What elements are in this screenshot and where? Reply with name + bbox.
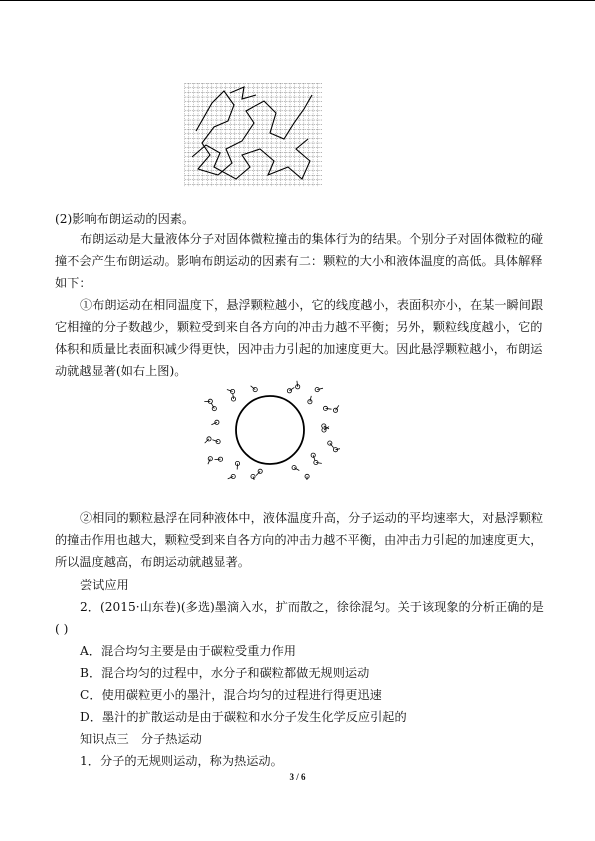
point1-line1: ①布朗运动在相同温度下，悬浮颗粒越小，它的线度越小，表面积亦小，在某一瞬间跟 [80,298,544,312]
point1-line3: 体积和质量比表面积减少得更快，因冲击力引起的加速度更大。因此悬浮颗粒越小，布朗运 [55,342,543,356]
heading-factors: (2)影响布朗运动的因素。 [55,212,195,226]
molecule-mark [322,424,326,428]
point2-line3: 所以温度越高，布朗运动就越显著。 [55,555,250,569]
molecule-mark [216,440,220,444]
question-line2: ( ) [55,622,69,636]
point2-line2: 的撞击作用也越大，颗粒受到来自各方向的冲击力越不平衡，由冲击力引起的加速度更大， [55,533,543,547]
page-number: 3 / 6 [289,772,306,782]
point2-line1: ②相同的颗粒悬浮在同种液体中，液体温度升高，分子运动的平均速率大，对悬浮颗粒 [80,511,544,525]
para1-line2: 撞不会产生布朗运动。影响布朗运动的因素有二：颗粒的大小和液体温度的高低。具体解释 [55,254,543,268]
practice-title: 尝试应用 [80,578,129,592]
item1: 1．分子的无规则运动，称为热运动。 [80,754,283,768]
molecule-mark [231,389,235,393]
para1-line3: 如下： [55,276,92,290]
option-c: C．使用碳粒更小的墨汁，混合均匀的过程进行得更迅速 [80,688,382,702]
point1-line2: 它相撞的分子数越少，颗粒受到来自各方向的冲击力越不平衡；另外，颗粒线度越小，它的 [55,320,543,334]
para1-line1: 布朗运动是大量液体分子对固体微粒撞击的集体行为的结果。个别分子对固体微粒的碰 [80,232,544,246]
molecule-mark [231,474,235,478]
option-a: A．混合均匀主要是由于碳粒受重力作用 [80,644,296,658]
option-b: B．混合均匀的过程中，水分子和碳粒都做无规则运动 [80,666,370,680]
point1-line4: 动就越显著(如右上图)。 [55,364,187,378]
particle-collision-figure [200,380,340,480]
option-d: D．墨汁的扩散运动是由于碳粒和水分子发生化学反应引起的 [80,710,407,724]
top-rule [0,0,595,1]
brownian-motion-grid-figure [184,83,322,187]
question-line1: 2．(2015·山东卷)(多选)墨滴入水，扩而散之，徐徐混匀。关于该现象的分析正确的是 [80,600,544,614]
section-title: 知识点三 分子热运动 [80,732,202,746]
